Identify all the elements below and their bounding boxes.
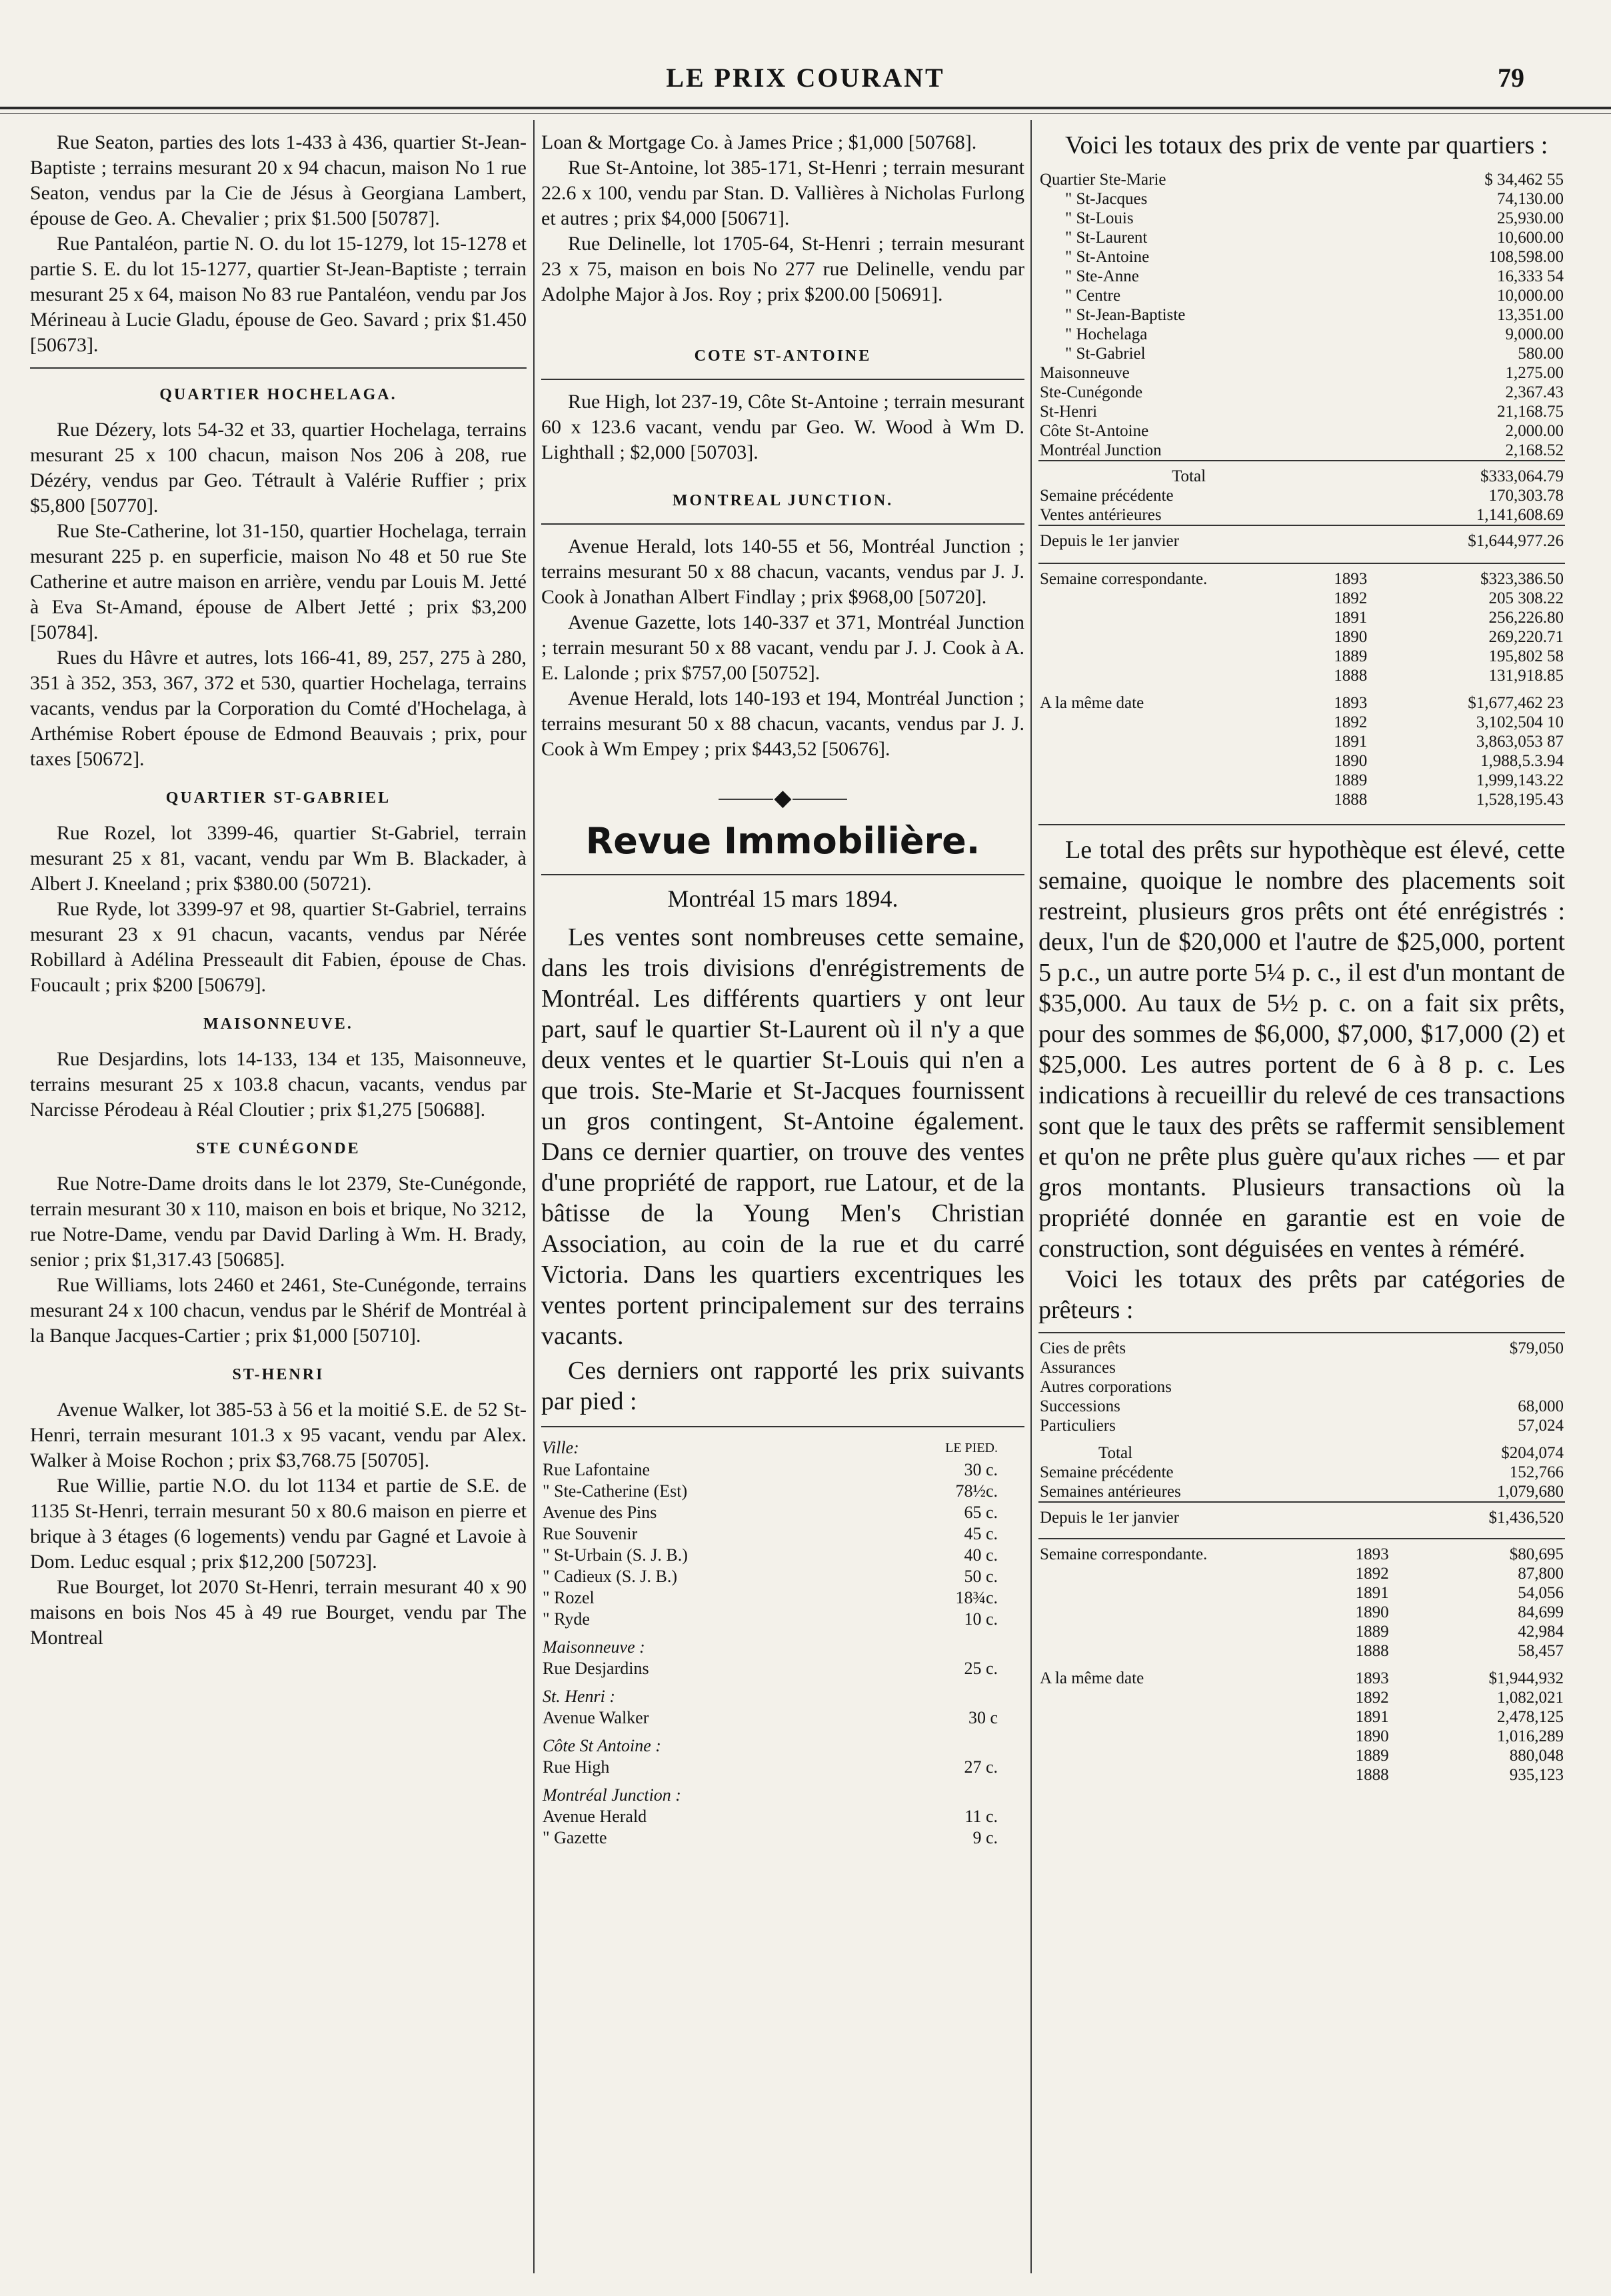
sale-entry: Rue Ryde, lot 3399-97 et 98, quartier St-Gabriel, terrains mesurant 23 x 91 chacun, vacants, vendus par Nérée Robillard à Adélina Presseault dit Fabien, épouse de Chas. Foucault ; prix $200 [50679].	[30, 898, 527, 996]
sale-entry: Rue Notre-Dame droits dans le lot 2379, Ste-Cunégonde, terrain mesurant 30 x 110, maison en bois et brique, No 3212, rue Notre-Dame, vendu par David Darling à Wm. H. Brady, senior ; prix $1,317.43 [50685].	[30, 1173, 527, 1271]
table-row: Autres corporations	[1040, 1378, 1172, 1396]
section-heading: QUARTIER HOCHELAGA.	[159, 386, 397, 403]
column-header: LE PIED.	[945, 1441, 998, 1455]
table-row: 1890 1,988,5.3.94	[1334, 752, 1564, 770]
table-row: " St-Jean-Baptiste 13,351.00	[1065, 306, 1564, 324]
sale-entry: Rue Delinelle, lot 1705-64, St-Henri ; terrain mesurant 23 x 75, maison en bois No 277 rue Delinelle, vendu par Adolphe Major à Jos. Roy ; prix $200.00 [50691].	[541, 233, 1024, 305]
table-row: " St-Jacques 74,130.00	[1065, 190, 1564, 208]
table-row: 1890 84,699	[1355, 1603, 1564, 1621]
table-row: Successions 68,000	[1040, 1397, 1564, 1415]
article-paragraph: Voici les totaux des prêts par catégories de prêteurs :	[1038, 1265, 1565, 1324]
table-row: Cies de prêts $79,050	[1038, 1333, 1565, 1358]
total-row: Total $333,064.79	[1038, 461, 1565, 486]
total-row: Depuis le 1er janvier $1,644,977.26	[1038, 525, 1565, 551]
table-section-label: Ville:	[542, 1438, 579, 1457]
article-paragraph: Voici les totaux des prix de vente par quartiers :	[1065, 131, 1548, 159]
table-row: Avenue des Pins 65 c.	[543, 1503, 998, 1522]
masthead	[0, 50, 1611, 103]
sale-entry: Avenue Gazette, lots 140-337 et 371, Montréal Junction ; terrain mesurant 50 x 88 vacant, vendu par J. J. Cook à A. E. Lalonde ; prix $757,00 [50752].	[541, 611, 1024, 684]
table-row: " Ryde 10 c.	[543, 1609, 998, 1629]
sale-entry: Rue Williams, lots 2460 et 2461, Ste-Cunégonde, terrains mesurant 24 x 100 chacun, vendus par le Shérif de Montréal à la Banque Jacques-Cartier ; prix $1,000 [50710].	[30, 1274, 527, 1347]
section-heading: MAISONNEUVE.	[203, 1015, 353, 1033]
sale-entry: Avenue Herald, lots 140-193 et 194, Montréal Junction ; terrains mesurant 50 x 88 chacun, vacants, vendus par J. J. Cook à Wm Empey ; prix $443,52 [50676].	[541, 687, 1024, 760]
table-row: " Centre 10,000.00	[1065, 287, 1564, 305]
article-paragraph: Ces derniers ont rapporté les prix suivants par pied :	[541, 1357, 1024, 1415]
loans-by-lender-table	[1038, 1332, 1565, 1527]
sale-entry: Avenue Walker, lot 385-53 à 56 et la moitié S.E. de 52 St-Henri, terrain mesurant 101.3 x 95 vacant, vendu par Alex. Walker à Moise Rochon ; prix $3,768.75 [50705].	[30, 1399, 527, 1471]
sale-entry: Rue Desjardins, lots 14-133, 134 et 135, Maisonneuve, terrains mesurant 25 x 103.8 chacun, vacants, vendus par Narcisse Pérodeau à Réal Cloutier ; prix $1,275 [50688].	[30, 1048, 527, 1121]
sale-entry: Loan & Mortgage Co. à James Price ; $1,000 [50768].	[541, 131, 977, 153]
total-row: Depuis le 1er janvier $1,436,520	[1038, 1502, 1565, 1527]
table-row: Avenue Herald 11 c.	[543, 1807, 998, 1826]
table-row: Ventes antérieures 1,141,608.69	[1040, 506, 1564, 524]
table-row: " St-Antoine 108,598.00	[1065, 248, 1564, 266]
table-row: " St-Gabriel 580.00	[1065, 345, 1564, 363]
table-row: 1889 1,999,143.22	[1334, 771, 1564, 789]
table-row: Semaine correspondante. 1893 $323,386.50	[1038, 563, 1565, 589]
table-row: Rue High 27 c.	[543, 1757, 998, 1777]
publication-title: LE PRIX COURANT	[666, 63, 945, 93]
table-section-label: Montréal Junction :	[543, 1785, 681, 1805]
section-rule	[541, 874, 1024, 875]
price-per-foot-table	[541, 1437, 1024, 1849]
table-row: 1890 1,016,289	[1355, 1727, 1564, 1745]
table-row: " Ste-Catherine (Est) 78½c.	[543, 1481, 998, 1501]
column-2	[541, 130, 1024, 2270]
sale-entry: Rue Ste-Catherine, lot 31-150, quartier Hochelaga, terrain mesurant 225 p. en superficie, maison No 48 et 50 rue Ste Catherine et autre maison en arrière, vendu par Louis M. Jetté à Eva St-Amand, épouse de Albert Jetté ; prix $3,200 [50784].	[30, 520, 527, 643]
table-row: 1892 3,102,504 10	[1334, 713, 1564, 731]
table-row: 1891 54,056	[1355, 1584, 1564, 1602]
section-heading: MONTREAL JUNCTION.	[672, 492, 894, 509]
sale-entry: Rues du Hâvre et autres, lots 166-41, 89, 257, 275 à 280, 351 à 352, 353, 367, 372 et 530, quartier Hochelaga, terrains vacants, vendus par la Corporation du Comté d'Hochelaga, à Arthémise Robert épouse de Edmond Beauvais ; prix, pour taxes [50672].	[30, 647, 527, 770]
table-row: Rue Souvenir 45 c.	[543, 1524, 998, 1543]
sales-by-ward-table	[1038, 170, 1565, 551]
table-section-label: Côte St Antoine :	[543, 1736, 661, 1755]
section-rule	[541, 1426, 1024, 1427]
section-heading: ST-HENRI	[232, 1366, 325, 1383]
sale-entry: Rue High, lot 237-19, Côte St-Antoine ; terrain mesurant 60 x 123.6 vacant, vendu par Geo. W. Wood à Wm D. Lighthall ; $2,000 [50703].	[541, 391, 1024, 463]
table-row: 1888 58,457	[1355, 1642, 1564, 1660]
table-row: Maisonneuve 1,275.00	[1040, 364, 1564, 382]
article-title: Revue Immobilière.	[585, 820, 980, 862]
sale-entry: Rue Rozel, lot 3399-46, quartier St-Gabriel, terrain mesurant 25 x 81, vacant, vendu par Wm B. Blackader, à Albert J. Kneeland ; prix $380.00 (50721).	[30, 822, 527, 895]
sale-entry: Avenue Herald, lots 140-55 et 56, Montréal Junction ; terrains mesurant 50 x 88 chacun, vacants, vendus par J. J. Cook à Jonathan Albert Findlay ; prix $968,00 [50720].	[541, 535, 1024, 608]
table-row: Semaine précédente 170,303.78	[1040, 487, 1564, 505]
table-row: 1889 880,048	[1355, 1747, 1564, 1765]
section-heading: COTE ST-ANTOINE	[694, 347, 872, 365]
sale-entry: Rue Willie, partie N.O. du lot 1134 et partie de S.E. de 1135 St-Henri, terrain mesurant 50 x 80.6 maison en pierre et brique à 3 étages (6 logements) vendu par Gagné et Lavoie à Dom. Leduc esqual ; prix $12,200 [50723].	[30, 1475, 527, 1573]
table-row: Côte St-Antoine 2,000.00	[1040, 422, 1564, 440]
table-row: Quartier Ste-Marie $ 34,462 55	[1040, 171, 1564, 189]
table-row: Avenue Walker 30 c	[543, 1708, 998, 1727]
sale-entry: Rue Seaton, parties des lots 1-433 à 436, quartier St-Jean-Baptiste ; terrains mesurant 20 x 94 chacun, maison No 1 rue Seaton, vendus par la Cie de Jésus à Georgiana Lambert, épouse de Geo. A. Chevalier ; prix $1.500 [50787].	[30, 131, 527, 229]
dateline: Montréal 15 mars 1894.	[667, 885, 898, 912]
sale-entry: Rue Pantaléon, partie N. O. du lot 15-1279, lot 15-1278 et partie S. E. du lot 15-1277, quartier St-Jean-Baptiste ; terrain mesurant 25 x 64, maison No 83 rue Pantaléon, vendu par Jos Mérineau à Lucie Gladu, épouse de Geo. Savard ; prix $1.450 [50673].	[30, 233, 527, 356]
table-row: Semaines antérieures 1,079,680	[1040, 1483, 1564, 1501]
article-paragraph: Le total des prêts sur hypothèque est élevé, cette semaine, quoique le nombre des placements soit restreint, plusieurs gros prêts ont été enrégistrés : deux, l'un de $20,000 et l'autre de $25,000, portent 5 p.c., un autre porte 5¼ p. c., il est d'un montant de $35,000. Au taux de 5½ p. c. on a fait six prêts, pour des sommes de $6,000, $7,000, $17,000 (2) et $25,000. Les autres portent de 6 à 8 p. c. Les indications à recueillir du relevé de ces transactions sont que le taux des prêts se raffermit sensiblement et qu'on ne prête plus guère qu'aux riches — et par gros montants. Plusieurs transactions où la propriété donnée en garantie est en voie de construction, sont déguisées en ventes à réméré.	[1038, 836, 1565, 1263]
section-heading: QUARTIER ST-GABRIEL	[165, 789, 391, 807]
table-row: " St-Laurent 10,600.00	[1065, 229, 1564, 247]
table-row: 1892 87,800	[1355, 1565, 1564, 1583]
header-rule	[0, 107, 1611, 109]
table-row: Rue Desjardins 25 c.	[543, 1659, 998, 1678]
table-row: 1889 42,984	[1355, 1623, 1564, 1641]
column-1	[30, 130, 527, 2270]
table-row: " St-Urbain (S. J. B.) 40 c.	[543, 1545, 998, 1565]
table-row: Rue Lafontaine 30 c.	[543, 1460, 998, 1479]
table-row: Montréal Junction 2,168.52	[1040, 441, 1564, 459]
section-heading: STE CUNÉGONDE	[196, 1140, 361, 1157]
sale-entry: Rue St-Antoine, lot 385-171, St-Henri ; terrain mesurant 22.6 x 100, vendu par Stan. D. Vallières à Nicholas Furlong et autres ; prix $4,000 [50671].	[541, 157, 1024, 229]
table-row: 1890 269,220.71	[1334, 628, 1564, 646]
table-section-label: St. Henri :	[543, 1687, 616, 1706]
table-row: " Gazette 9 c.	[543, 1828, 998, 1847]
table-row: 1891 256,226.80	[1334, 609, 1564, 627]
article-paragraph: Les ventes sont nombreuses cette semaine, dans les trois divisions d'enrégistrements de Montréal. Les différents quartiers y ont leur part, sauf le quartier St-Laurent où il n'y a que deux ventes et le quartier St-Louis qui n'en a que trois. Ste-Marie et St-Jacques fournissent un gros contingent, St-Antoine également. Dans ce dernier quartier, on trouve des ventes d'une propriété de rapport, rue Latour, et de la bâtisse de la Young Men's Christian Association, au coin de la rue et du carré Victoria. Dans les quartiers excentriques les ventes portent principalement sur des terrains vacants.	[541, 923, 1024, 1350]
table-row: 1888 1,528,195.43	[1334, 791, 1564, 809]
table-row: 1891 2,478,125	[1355, 1708, 1564, 1726]
table-row: 1892 205 308.22	[1334, 589, 1564, 607]
table-row: Semaine correspondante. 1893 $80,695	[1038, 1539, 1565, 1564]
ornament-divider: ⸻◆⸻	[717, 786, 848, 811]
table-row: Ste-Cunégonde 2,367.43	[1040, 383, 1564, 401]
table-row: Semaine précédente 152,766	[1040, 1463, 1564, 1481]
sale-entry: Rue Bourget, lot 2070 St-Henri, terrain mesurant 40 x 90 maisons en bois Nos 45 à 49 rue Bourget, vendu par The Montreal	[30, 1576, 527, 1649]
table-row: A la même date 1893 $1,677,462 23	[1040, 694, 1564, 712]
table-row: 1888 131,918.85	[1334, 667, 1564, 685]
table-row: " St-Louis 25,930.00	[1065, 209, 1564, 227]
column-divider	[533, 120, 535, 2273]
table-row: 1889 195,802 58	[1334, 647, 1564, 665]
column-divider	[1030, 120, 1032, 2273]
table-row: 1891 3,863,053 87	[1334, 733, 1564, 751]
table-row: 1888 935,123	[1355, 1766, 1564, 1784]
section-rule	[541, 379, 1024, 380]
table-row: 1892 1,082,021	[1355, 1689, 1564, 1707]
same-week-comparison-table	[1038, 563, 1565, 809]
section-rule	[30, 367, 527, 369]
table-row: " Hochelaga 9,000.00	[1065, 325, 1564, 343]
column-3	[1038, 130, 1565, 2270]
table-row: " Rozel 18¾c.	[543, 1588, 998, 1607]
table-row: " Ste-Anne 16,333 54	[1065, 267, 1564, 285]
section-rule	[541, 523, 1024, 525]
section-rule	[1038, 824, 1565, 825]
table-row: " Cadieux (S. J. B.) 50 c.	[543, 1567, 998, 1586]
sale-entry: Rue Dézery, lots 54-32 et 33, quartier Hochelaga, terrains mesurant 25 x 100 chacun, maison Nos 206 à 208, rue Dézéry, vendus par Geo. Tétrault à Valérie Ruffier ; prix $5,800 [50770].	[30, 419, 527, 517]
header-rule-thin	[0, 113, 1611, 114]
table-row: Assurances	[1040, 1359, 1116, 1377]
loans-comparison-table	[1038, 1538, 1565, 1785]
table-row: Particuliers 57,024	[1040, 1417, 1564, 1435]
table-row: St-Henri 21,168.75	[1040, 403, 1564, 421]
table-row: A la même date 1893 $1,944,932	[1040, 1669, 1564, 1687]
table-section-label: Maisonneuve :	[543, 1637, 645, 1657]
page-number: 79	[1498, 63, 1524, 93]
total-row: Total $204,074	[1098, 1444, 1564, 1462]
